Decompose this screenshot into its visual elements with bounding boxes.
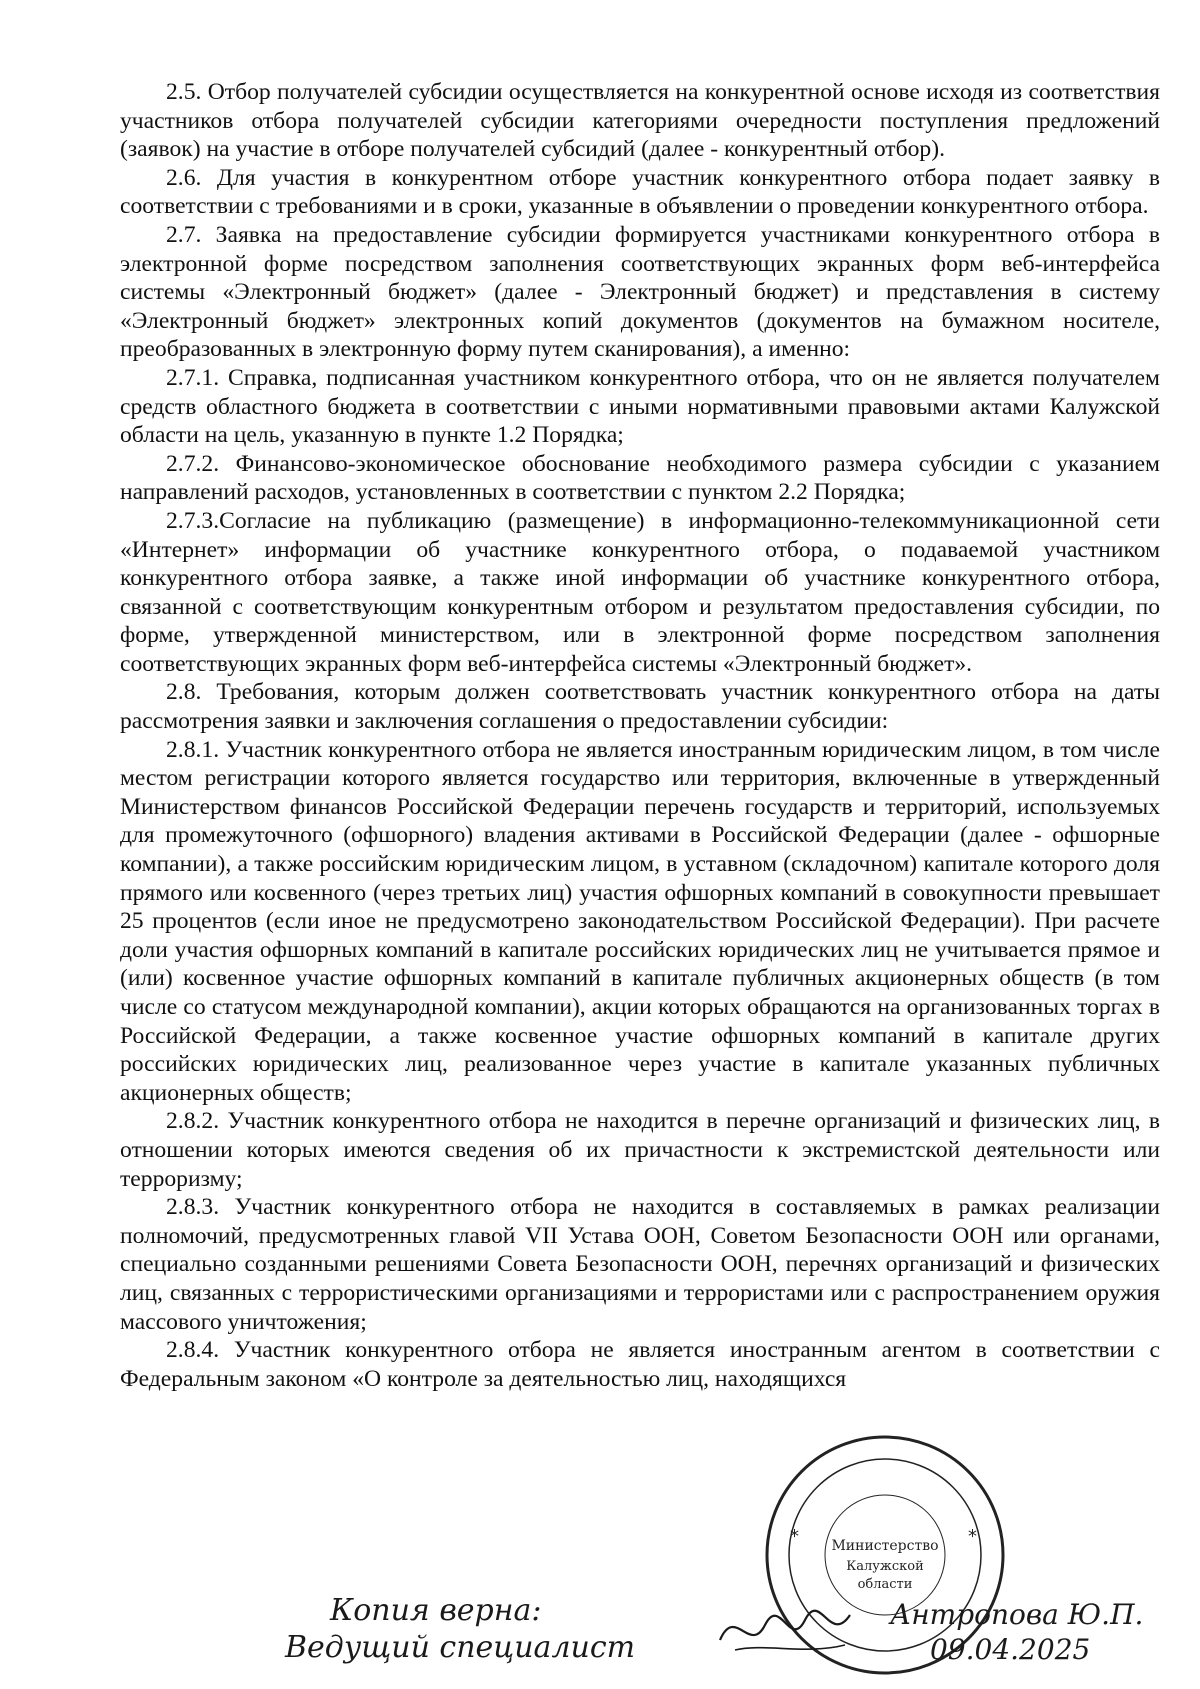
paragraph-2-8-4: 2.8.4. Участник конкурентного отбора не является иностранным агентом в соответствии с Федеральным законом «О контроле за деятельностью лиц, находящихся xyxy=(120,1337,1160,1392)
svg-text:*: * xyxy=(790,1526,799,1547)
certification-date: 09.04.2025 xyxy=(930,1633,1091,1666)
certification-line-1: Копия верна: xyxy=(330,1593,542,1628)
paragraph-2-6: 2.6. Для участия в конкурентном отборе участник конкурентного отбора подает заявку в соответствии с требованиями и в сроки, указанные в объявлении о проведении конкурентного отбора. xyxy=(120,164,1160,220)
paragraph-2-8: 2.8. Требования, которым должен соответствовать участник конкурентного отбора на даты рассмотрения заявки и заключения соглашения о предоставлении субсидии: xyxy=(120,679,1160,735)
svg-text:Министерство: Министерство xyxy=(831,1538,939,1554)
paragraph-2-8-3: 2.8.3. Участник конкурентного отбора не находится в составляемых в рамках реализации полномочий, предусмотренных главой VII Устава ООН, Советом Безопасности ООН или органами, специально созданными решениями Совета Безопасности ООН, перечнях организаций и физических лиц, связанных с террористическими организациями и террористами или с распространением оружия массового уничтожения; xyxy=(120,1194,1160,1335)
paragraph-2-7-3: 2.7.3.Согласие на публикацию (размещение) в информационно-телекоммуникационной сети «Интернет» информации об участнике конкурентного отбора, о подаваемой участником конкурентного отбора заявке, а также иной информации об участнике конкурентного отбора, связанной с соответствующим конкурентным отбором и результатом предоставления субсидии, по форме, утвержденной министерством, или в электронной форме посредством заполнения соответствующих экранных форм веб-интерфейса системы «Электронный бюджет». xyxy=(120,507,1160,677)
paragraph-2-5: 2.5. Отбор получателей субсидии осуществляется на конкурентной основе исходя из соответствия участников отбора получателей субсидии категориями очередности поступления предложений (заявок) на участие в отборе получателей субсидий (далее - конкурентный отбор). xyxy=(120,79,1160,163)
paragraph-2-8-1: 2.8.1. Участник конкурентного отбора не является иностранным юридическим лицом, в том числе местом регистрации которого является государство или территория, включенные в утвержденный Министерством финансов Российской Федерации перечень государств и территорий, используемых для промежуточного (офшорного) владения активами в Российской Федерации (далее - офшорные компании), а также российским юридическим лицом, в уставном (складочном) капитале которого доля прямого или косвенного (через третьих лиц) участия офшорных компаний в совокупности превышает 25 процентов (если иное не предусмотрено законодательством Российской Федерации). При расчете доли участия офшорных компаний в капитале российских юридических лиц не учитывается прямое и (или) косвенное участие офшорных компаний в капитале публичных акционерных обществ (в том числе со статусом международной компании), акции которых обращаются на организованных торгах в Российской Федерации, а также косвенное участие офшорных компаний в капитале других российских юридических лиц, реализованное через участие в капитале указанных публичных акционерных обществ; xyxy=(120,736,1160,1106)
document-body xyxy=(120,78,1160,1393)
svg-text:Калужской: Калужской xyxy=(846,1559,924,1574)
svg-text:*: * xyxy=(968,1526,977,1547)
handwritten-signature xyxy=(715,1595,855,1665)
paragraph-2-7: 2.7. Заявка на предоставление субсидии формируется участниками конкурентного отбора в электронной форме посредством заполнения соответствующих экранных форм веб-интерфейса системы «Электронный бюджет» (далее - Электронный бюджет) и представления в систему «Электронный бюджет» электронных копий документов (документов на бумажном носителе, преобразованных в электронную форму путем сканирования), а именно: xyxy=(120,221,1160,363)
svg-text:области: области xyxy=(857,1577,913,1592)
certifier-name: Антропова Ю.П. xyxy=(890,1598,1144,1631)
paragraph-2-7-1: 2.7.1. Справка, подписанная участником конкурентного отбора, что он не является получателем средств областного бюджета в соответствии с иными нормативными правовыми актами Калужской области на цель, указанную в пункте 1.2 Порядка; xyxy=(120,364,1160,449)
paragraph-2-7-2: 2.7.2. Финансово-экономическое обоснование необходимого размера субсидии с указанием направлений расходов, установленных в соответствии с пунктом 2.2 Порядка; xyxy=(120,450,1160,506)
certification-line-2: Ведущий специалист xyxy=(285,1630,636,1665)
paragraph-2-8-2: 2.8.2. Участник конкурентного отбора не находится в перечне организаций и физических лиц, в отношении которых имеются сведения об их причастности к экстремистской деятельности или терроризму; xyxy=(120,1108,1160,1192)
